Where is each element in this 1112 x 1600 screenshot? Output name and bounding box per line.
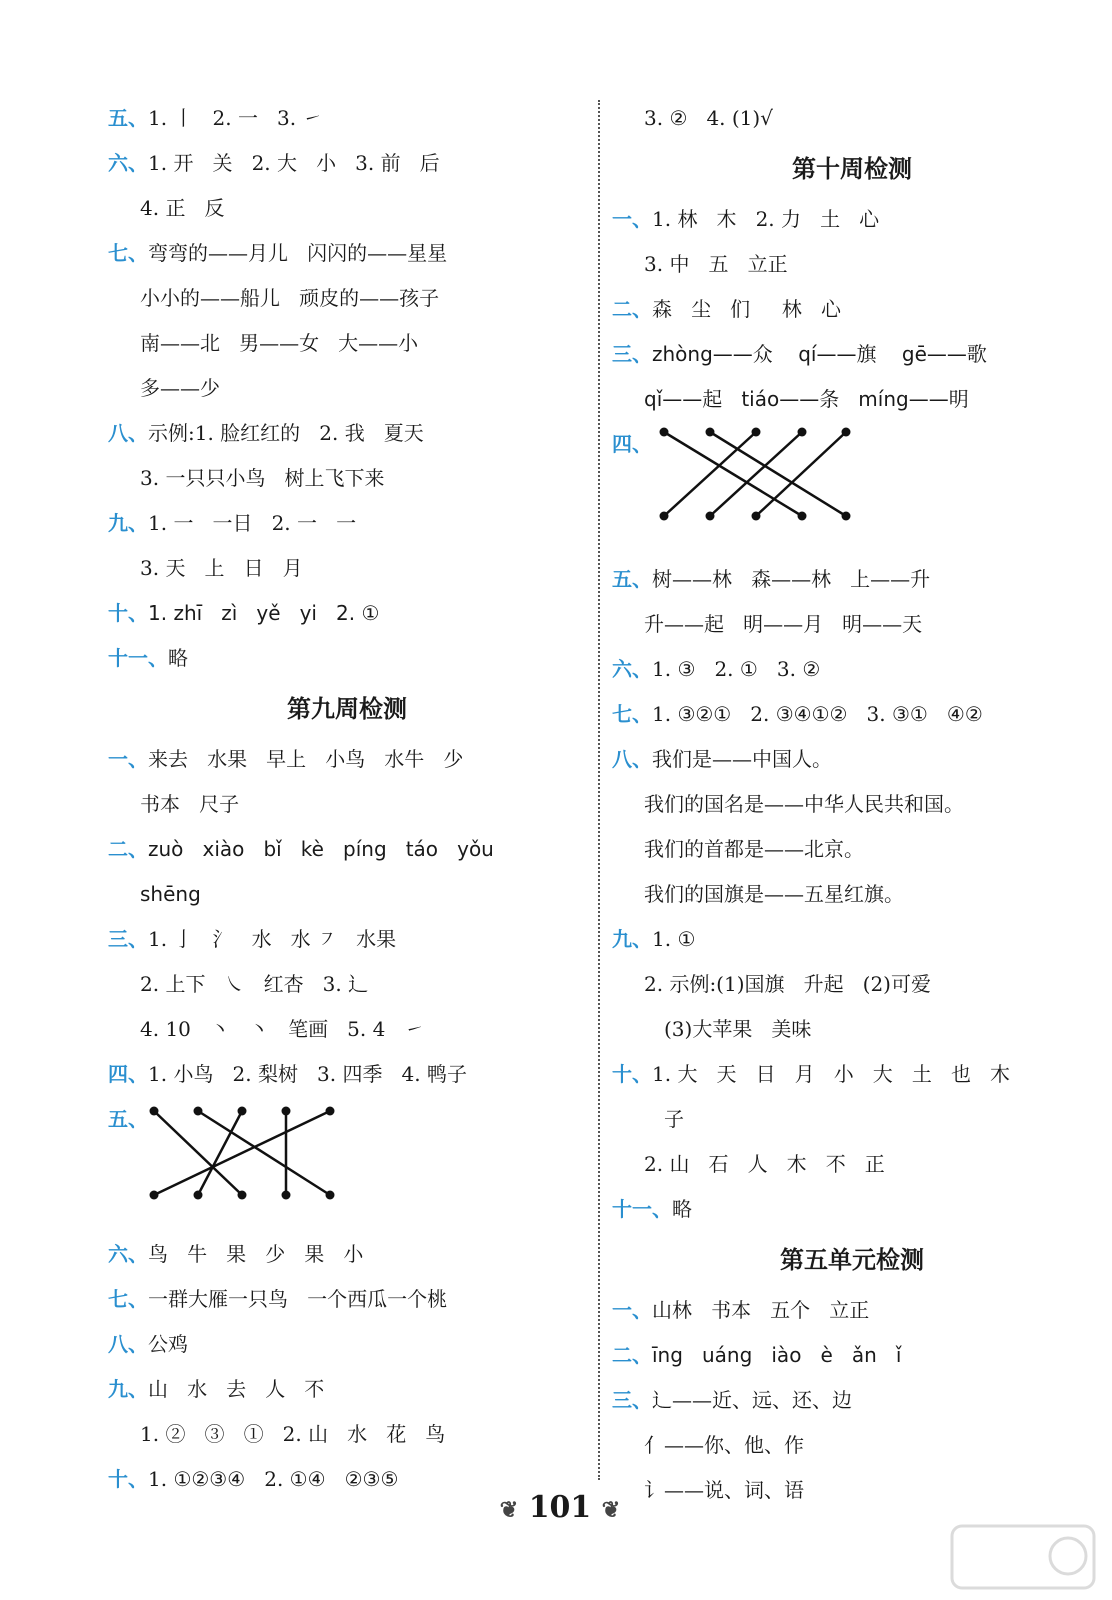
answer-text: 1. ① (652, 927, 696, 951)
match-dot (150, 1191, 159, 1200)
question-number: 八、 (612, 747, 652, 771)
left-column (108, 96, 586, 1502)
match-dot (194, 1191, 203, 1200)
answer-line (108, 636, 586, 681)
answer-line (108, 366, 586, 411)
answer-text: 我们的首都是——北京。 (644, 837, 864, 861)
match-line (154, 1111, 242, 1195)
answer-text: 公鸡 (148, 1332, 188, 1356)
answer-line (108, 456, 586, 501)
answer-text: 略 (672, 1197, 692, 1221)
answer-line (612, 1052, 1092, 1097)
answer-line (108, 546, 586, 591)
question-number: 八、 (108, 1332, 148, 1356)
match-line (664, 432, 802, 516)
question-number: 六、 (612, 657, 652, 681)
answer-text: 3. 天 上 日 月 (140, 556, 303, 580)
question-number: 三、 (612, 342, 652, 366)
answer-text: 2. 上下 ㇏ 红杏 3. 辶 (140, 972, 369, 996)
answer-line (108, 1052, 586, 1097)
answer-line (108, 276, 586, 321)
answer-text: 弯弯的——月儿 闪闪的——星星 (148, 241, 448, 265)
answer-text: 1. zhī zì yě yi 2. ① (148, 601, 380, 625)
answer-text: 1. 一 一日 2. 一 一 (148, 511, 357, 535)
question-number: 十、 (108, 1467, 148, 1491)
answer-line (108, 141, 586, 186)
answer-line (108, 1277, 586, 1322)
answer-line (108, 186, 586, 231)
answer-text: 一群大雁一只鸟 一个西瓜一个桃 (148, 1287, 448, 1311)
answer-line (108, 1367, 586, 1412)
match-line (710, 432, 802, 516)
answer-text: (3)大苹果 美味 (664, 1017, 812, 1041)
question-number: 十一、 (612, 1197, 672, 1221)
answer-line (612, 647, 1092, 692)
answer-text: īng uáng iào è ǎn ǐ (652, 1343, 902, 1367)
match-dot (238, 1107, 247, 1116)
answer-text: 山林 书本 五个 立正 (652, 1298, 870, 1322)
answer-line (612, 1288, 1092, 1333)
answer-text: 亻——你、他、作 (644, 1433, 804, 1457)
answer-text: 鸟 牛 果 少 果 小 (148, 1242, 364, 1266)
answer-text: 2. 示例:(1)国旗 升起 (2)可爱 (644, 972, 931, 996)
question-number: 二、 (612, 297, 652, 321)
question-number: 七、 (108, 241, 148, 265)
answer-line (612, 557, 1092, 602)
match-dot (150, 1107, 159, 1116)
answer-line (612, 1007, 1092, 1052)
answer-text: 4. 正 反 (140, 196, 225, 220)
question-number: 三、 (108, 927, 148, 951)
section-title: 第九周检测 (287, 695, 407, 723)
answer-text: 2. 山 石 人 木 不 正 (644, 1152, 885, 1176)
question-number: 五、 (612, 567, 652, 591)
matching-lines (108, 1097, 368, 1232)
question-number: 九、 (612, 927, 652, 951)
answer-text: 子 (664, 1107, 684, 1131)
answer-line (612, 287, 1092, 332)
question-number: 十一、 (108, 646, 168, 670)
answer-line (108, 96, 586, 141)
match-dot (706, 512, 715, 521)
answer-line (108, 962, 586, 1007)
match-line (198, 1111, 330, 1195)
match-dot (752, 512, 761, 521)
answer-text: 1. ② ③ ① 2. 山 水 花 鸟 (140, 1422, 446, 1446)
question-number: 八、 (108, 421, 148, 445)
answer-line (612, 1468, 1092, 1513)
match-dot (326, 1191, 335, 1200)
question-number: 十、 (612, 1062, 652, 1086)
answer-text: 讠——说、词、语 (644, 1478, 804, 1502)
answer-line (108, 591, 586, 636)
page-number-block (480, 1488, 640, 1528)
match-dot (194, 1107, 203, 1116)
answer-text: 3. ② 4. (1)√ (644, 106, 773, 130)
match-line (756, 432, 846, 516)
match-dot (706, 428, 715, 437)
match-dot (798, 428, 807, 437)
answer-text: 书本 尺子 (140, 792, 240, 816)
answer-line (612, 1142, 1092, 1187)
answer-line (108, 872, 586, 917)
matching-diagram (612, 422, 1092, 557)
match-dot (752, 428, 761, 437)
answer-line (612, 197, 1092, 242)
answer-text: 小小的——船儿 顽皮的——孩子 (140, 286, 440, 310)
answer-line (108, 827, 586, 872)
column-divider (598, 100, 600, 1480)
answer-line (612, 377, 1092, 422)
answer-text: 我们是——中国人。 (652, 747, 832, 771)
match-dot (660, 512, 669, 521)
answer-text: 森 尘 们 林 心 (652, 297, 842, 321)
answer-text: 3. 中 五 立正 (644, 252, 788, 276)
matching-diagram (108, 1097, 586, 1232)
answer-text: 1. 林 木 2. 力 土 心 (652, 207, 880, 231)
question-number: 五、 (108, 106, 148, 130)
answer-text: 1. 大 天 日 月 小 大 土 也 木 (652, 1062, 1011, 1086)
answer-line (612, 692, 1092, 737)
page-number: 101 (528, 1490, 592, 1525)
match-dot (238, 1191, 247, 1200)
answer-line (108, 231, 586, 276)
answer-line (108, 501, 586, 546)
answer-text: 树——林 森——林 上——升 (652, 567, 931, 591)
answer-text: zhòng——众 qí——旗 gē——歌 (652, 342, 987, 366)
section-title: 第五单元检测 (780, 1246, 924, 1274)
answer-text: 南——北 男——女 大——小 (140, 331, 419, 355)
question-number: 一、 (108, 747, 148, 771)
question-number: 四、 (612, 432, 652, 456)
answer-line (612, 242, 1092, 287)
answer-text: 来去 水果 早上 小鸟 水牛 少 (148, 747, 464, 771)
question-number: 六、 (108, 151, 148, 175)
match-line (710, 432, 846, 516)
question-number: 六、 (108, 1242, 148, 1266)
question-number: 九、 (108, 1377, 148, 1401)
answer-line (612, 1423, 1092, 1468)
bug-ornament-left-icon: ❦ (499, 1497, 519, 1523)
answer-line (612, 1097, 1092, 1142)
answer-text: 4. 10 丶 丶 笔画 5. 4 ㇀ (140, 1017, 425, 1041)
question-number: 四、 (108, 1062, 148, 1086)
answer-text: 我们的国名是——中华人民共和国。 (644, 792, 964, 816)
answer-line (612, 917, 1092, 962)
answer-line (108, 737, 586, 782)
match-dot (326, 1107, 335, 1116)
match-dot (660, 428, 669, 437)
answer-line (108, 411, 586, 456)
bug-ornament-right-icon: ❦ (601, 1497, 621, 1523)
question-number: 一、 (612, 207, 652, 231)
match-dot (842, 428, 851, 437)
question-number: 十、 (108, 601, 148, 625)
answer-text: 1. 丨 2. 一 3. ㇀ (148, 106, 323, 130)
section-title: 第十周检测 (792, 155, 912, 183)
answer-line (612, 1333, 1092, 1378)
answer-line (108, 1007, 586, 1052)
match-line (664, 432, 756, 516)
answer-line (612, 827, 1092, 872)
answer-line (108, 1232, 586, 1277)
answer-line (108, 782, 586, 827)
question-number: 九、 (108, 511, 148, 535)
matching-lines (612, 422, 872, 557)
match-dot (798, 512, 807, 521)
answer-line (612, 602, 1092, 647)
answer-text: 1. ③ 2. ① 3. ② (652, 657, 821, 681)
answer-line (612, 872, 1092, 917)
answer-line (612, 1187, 1092, 1232)
watermark-logo-icon (948, 1522, 1098, 1592)
answer-text: 1. ①②③④ 2. ①④ ②③⑤ (148, 1467, 399, 1491)
answer-line (108, 1412, 586, 1457)
answer-text: 1. 亅 氵 水 水 ㇇ 水果 (148, 927, 397, 951)
answer-text: shēng (140, 882, 201, 906)
match-dot (282, 1107, 291, 1116)
answer-line (612, 1378, 1092, 1423)
answer-line (612, 332, 1092, 377)
answer-text: 3. 一只只小鸟 树上飞下来 (140, 466, 385, 490)
match-dot (842, 512, 851, 521)
answer-line (612, 737, 1092, 782)
answer-text: 辶——近、远、还、边 (652, 1388, 852, 1412)
question-number: 二、 (108, 837, 148, 861)
answer-text: 山 水 去 人 不 (148, 1377, 325, 1401)
question-number: 五、 (108, 1107, 148, 1131)
answer-text: zuò xiào bǐ kè píng táo yǒu (148, 837, 494, 861)
answer-line (612, 782, 1092, 827)
answer-text: 1. ③②① 2. ③④①② 3. ③① ④② (652, 702, 983, 726)
answer-line (108, 917, 586, 962)
answer-text: 我们的国旗是——五星红旗。 (644, 882, 904, 906)
right-column (612, 96, 1092, 1513)
match-dot (282, 1191, 291, 1200)
question-number: 一、 (612, 1298, 652, 1322)
question-number: 二、 (612, 1343, 652, 1367)
question-number: 三、 (612, 1388, 652, 1412)
match-line (154, 1111, 330, 1195)
answer-text: qǐ——起 tiáo——条 míng——明 (644, 387, 969, 411)
answer-text: 多——少 (140, 376, 220, 400)
answer-text: 略 (168, 646, 188, 670)
answer-text: 1. 小鸟 2. 梨树 3. 四季 4. 鸭子 (148, 1062, 467, 1086)
answer-text: 1. 开 关 2. 大 小 3. 前 后 (148, 151, 440, 175)
answer-text: 升——起 明——月 明——天 (644, 612, 923, 636)
answer-line (612, 962, 1092, 1007)
answer-line (108, 321, 586, 366)
answer-text: 示例:1. 脸红红的 2. 我 夏天 (148, 421, 424, 445)
answer-line (612, 96, 1092, 141)
answer-line (108, 1322, 586, 1367)
question-number: 七、 (108, 1287, 148, 1311)
question-number: 七、 (612, 702, 652, 726)
